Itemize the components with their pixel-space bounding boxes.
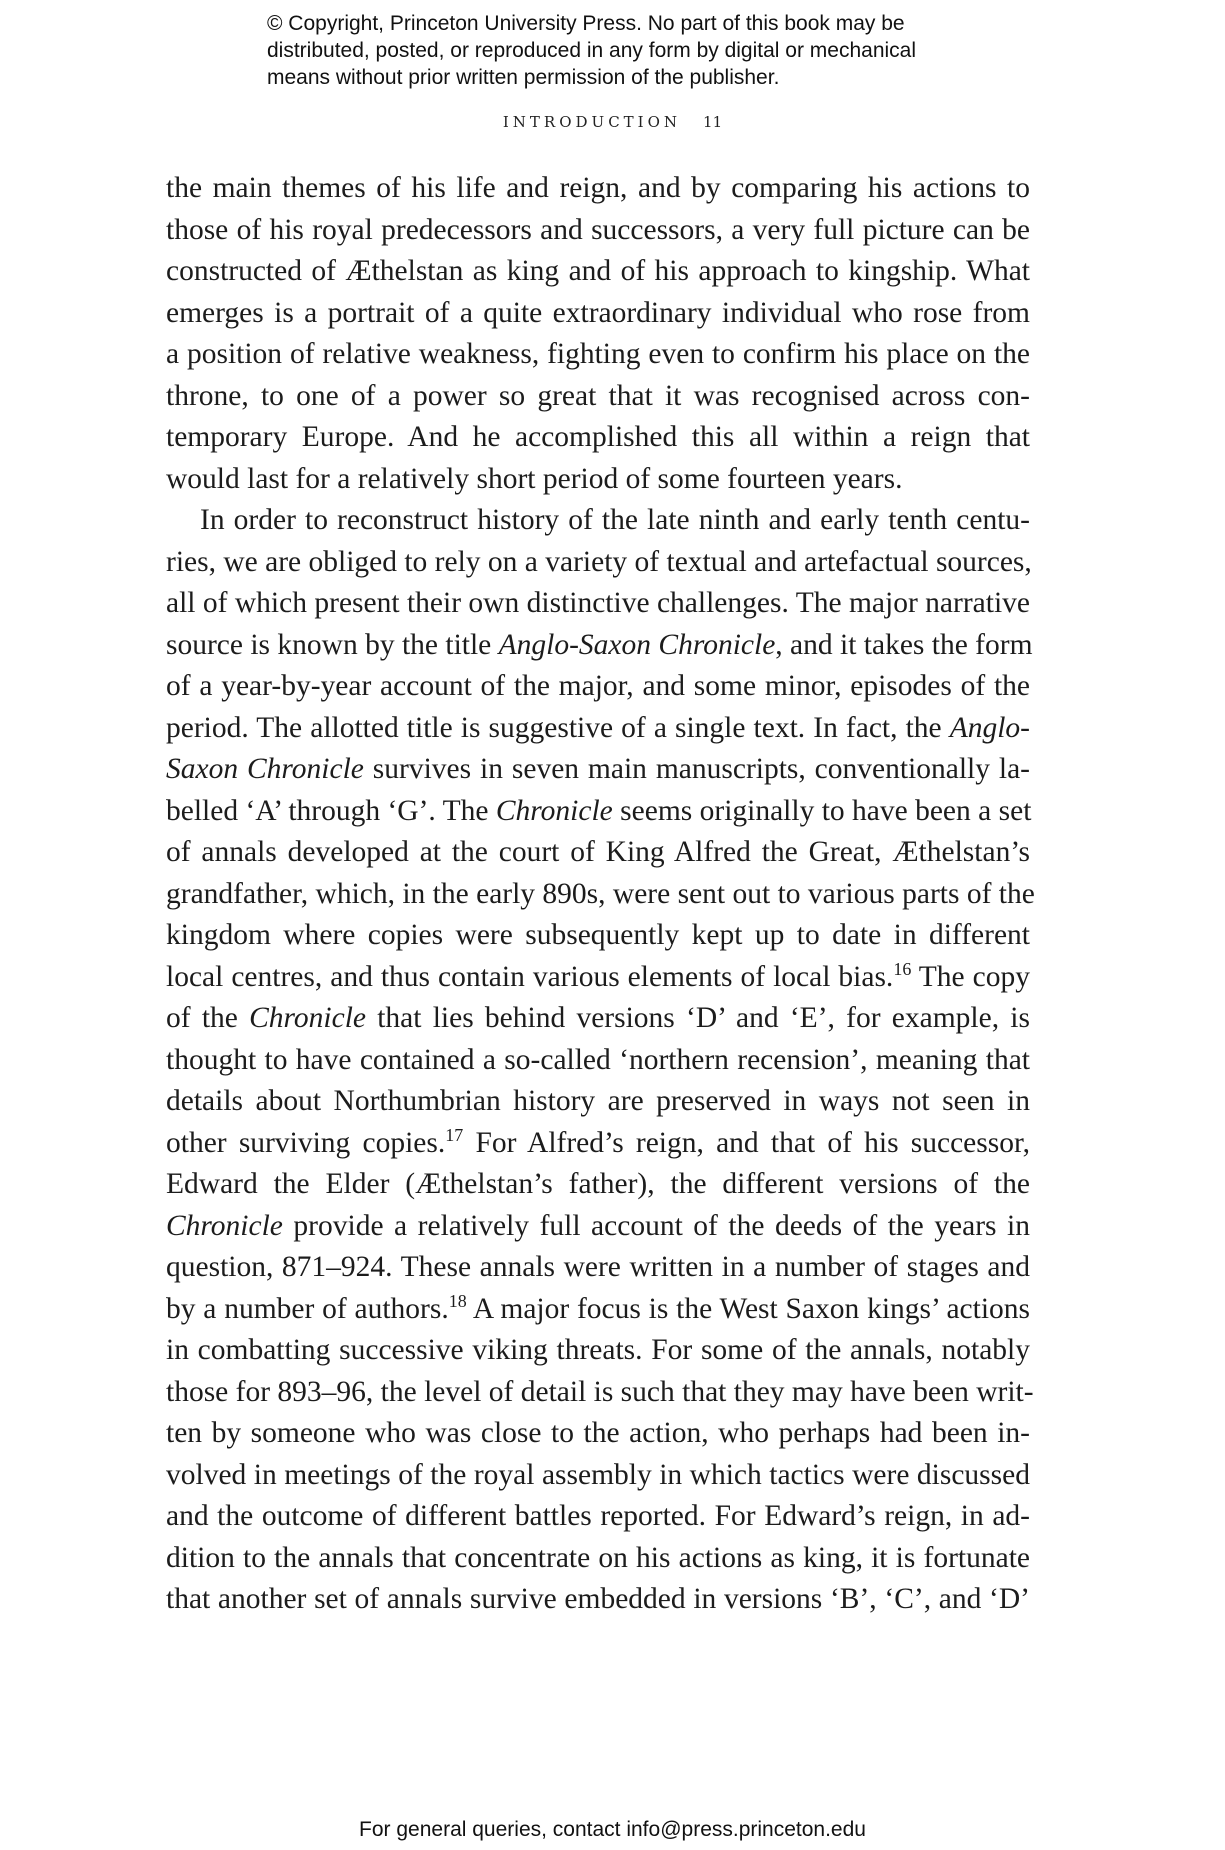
text-run: In order to reconstruct history of the late ninth and early tenth centu- bbox=[200, 504, 1030, 536]
copyright-notice bbox=[267, 10, 1027, 91]
text-line bbox=[166, 1040, 1030, 1082]
text-run: volved in meetings of the royal assembly in which tactics were discussed bbox=[166, 1458, 1030, 1491]
italic-title: Chronicle bbox=[495, 794, 613, 827]
text-run: dition to the annals that concentrate on his actions as king, it is fortunate bbox=[166, 1541, 1030, 1574]
text-line bbox=[166, 957, 1030, 999]
text-run: survives in seven main manuscripts, conventionally la- bbox=[363, 753, 1030, 785]
italic-title: Chronicle bbox=[249, 1002, 366, 1034]
text-line bbox=[166, 583, 1030, 625]
text-run: that another set of annals survive embedded in versions ‘B’, ‘C’, and ‘D’ bbox=[166, 1583, 1030, 1615]
text-line bbox=[166, 874, 1035, 916]
text-line bbox=[166, 1413, 1030, 1455]
text-run: throne, to one of a power so great that it was recognised across con- bbox=[166, 379, 1030, 412]
copyright-line: means without prior written permission of the publisher. bbox=[267, 66, 780, 89]
text-line bbox=[166, 1081, 1030, 1123]
footnote-ref: 17 bbox=[445, 1124, 464, 1145]
text-run: a position of relative weakness, fighting even to confirm his place on the bbox=[166, 338, 1030, 370]
text-run: of the bbox=[166, 1002, 250, 1034]
text-line bbox=[166, 666, 1030, 708]
text-line bbox=[166, 500, 1030, 542]
text-run: and the outcome of different battles reported. For Edward’s reign, in ad- bbox=[166, 1500, 1030, 1532]
text-run: provide a relatively full account of the deeds of the years in bbox=[282, 1209, 1030, 1242]
text-line bbox=[166, 293, 1030, 335]
text-run: grandfather, which, in the early 890s, were sent out to various parts of the bbox=[166, 877, 1035, 910]
text-run: in combatting successive viking threats. For some of the annals, notably bbox=[166, 1334, 1030, 1366]
text-line bbox=[166, 1538, 1030, 1580]
footnote-ref: 18 bbox=[448, 1290, 467, 1311]
text-line bbox=[166, 1455, 1030, 1497]
text-line bbox=[166, 1289, 1030, 1331]
text-line bbox=[166, 334, 1030, 376]
text-line bbox=[166, 1579, 1030, 1621]
text-run: that lies behind versions ‘D’ and ‘E’, for example, is bbox=[366, 1002, 1030, 1034]
text-run: kingdom where copies were subsequently kept up to date in different bbox=[166, 919, 1030, 951]
text-run: ten by someone who was close to the action, who perhaps had been in- bbox=[166, 1417, 1030, 1449]
text-run: , and it takes the form bbox=[775, 628, 1033, 661]
text-line bbox=[166, 708, 1030, 750]
italic-title: Chronicle bbox=[166, 1209, 283, 1242]
text-line bbox=[166, 998, 1030, 1040]
text-line bbox=[166, 1206, 1030, 1248]
text-line bbox=[166, 791, 1030, 833]
text-run: those for 893–96, the level of detail is such that they may have been writ- bbox=[166, 1375, 1034, 1408]
page-number: 11 bbox=[703, 113, 723, 131]
chapter-title: INTRODUCTION bbox=[502, 113, 682, 131]
text-run: period. The allotted title is suggestive of a single text. In fact, the bbox=[166, 711, 950, 744]
text-line bbox=[166, 542, 1030, 584]
text-line bbox=[166, 376, 1030, 418]
text-line bbox=[166, 1247, 1030, 1289]
italic-title: Anglo-Saxon Chronicle bbox=[498, 628, 776, 661]
text-run: those of his royal predecessors and successors, a very full picture can be bbox=[166, 213, 1030, 246]
text-run: belled ‘A’ through ‘G’. The bbox=[166, 794, 496, 827]
text-line bbox=[166, 251, 1030, 293]
text-line bbox=[166, 1372, 1034, 1414]
text-run: of annals developed at the court of King Alfred the Great, Æthelstan’s bbox=[166, 836, 1030, 868]
text-run: local centres, and thus contain various elements of local bias. bbox=[166, 960, 894, 993]
body-text bbox=[166, 168, 1035, 1621]
text-run: would last for a relatively short period of some fourteen years. bbox=[166, 462, 903, 495]
text-run: details about Northumbrian history are preserved in ways not seen in bbox=[166, 1085, 1030, 1117]
text-line bbox=[166, 1123, 1030, 1165]
text-line bbox=[166, 210, 1030, 252]
text-line bbox=[166, 915, 1030, 957]
text-line bbox=[166, 459, 1030, 501]
copyright-line: distributed, posted, or reproduced in any form by digital or mechanical bbox=[267, 39, 917, 62]
text-line bbox=[166, 625, 1033, 667]
text-line bbox=[166, 832, 1030, 874]
text-run: the main themes of his life and reign, and by comparing his actions to bbox=[166, 172, 1030, 204]
text-line bbox=[166, 168, 1030, 210]
text-run: source is known by the title bbox=[166, 628, 499, 661]
text-line bbox=[166, 749, 1030, 791]
running-head bbox=[0, 113, 1225, 131]
text-line bbox=[166, 1496, 1030, 1538]
text-run: temporary Europe. And he accomplished this all within a reign that bbox=[166, 421, 1030, 453]
footer-contact: For general queries, contact info@press.princeton.edu bbox=[359, 1818, 866, 1841]
text-run: A major focus is the West Saxon kings’ actions bbox=[466, 1292, 1031, 1325]
text-run: of a year-by-year account of the major, and some minor, episodes of the bbox=[166, 670, 1030, 702]
text-run: The copy bbox=[911, 960, 1030, 993]
text-line bbox=[166, 1164, 1030, 1206]
text-run: question, 871–924. These annals were written in a number of stages and bbox=[166, 1251, 1030, 1283]
italic-title: Saxon Chronicle bbox=[166, 753, 364, 785]
text-run: all of which present their own distinctive challenges. The major narrative bbox=[166, 587, 1030, 619]
text-run: constructed of Æthelstan as king and of his approach to kingship. What bbox=[166, 255, 1030, 287]
text-run: other surviving copies. bbox=[166, 1126, 446, 1159]
text-run: thought to have contained a so-called ‘northern recension’, meaning that bbox=[166, 1043, 1030, 1076]
copyright-line: © Copyright, Princeton University Press. No part of this book may be bbox=[267, 12, 905, 35]
italic-title: Anglo- bbox=[949, 711, 1030, 744]
text-run: seems originally to have been a set bbox=[612, 794, 1032, 827]
text-run: emerges is a portrait of a quite extraordinary individual who rose from bbox=[166, 296, 1030, 329]
text-line bbox=[166, 417, 1030, 459]
text-run: by a number of authors. bbox=[166, 1292, 449, 1325]
footnote-ref: 16 bbox=[893, 958, 912, 979]
text-run: For Alfred’s reign, and that of his successor, bbox=[463, 1126, 1030, 1159]
text-run: ries, we are obliged to rely on a variety of textual and artefactual sources, bbox=[166, 545, 1032, 578]
text-line bbox=[166, 1330, 1030, 1372]
text-run: Edward the Elder (Æthelstan’s father), the different versions of the bbox=[166, 1168, 1030, 1200]
